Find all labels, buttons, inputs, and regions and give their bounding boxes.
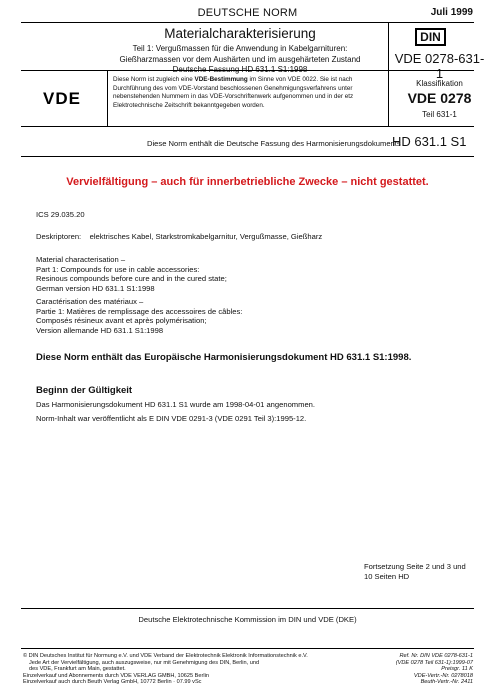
continuation-note: [364, 562, 474, 582]
validity-line: Norm-Inhalt war veröffentlicht als E DIN VDE 0291-3 (VDE 0291 Teil 3):1995-12.: [36, 414, 307, 423]
footer-line: © DIN Deutsches Institut für Normung e.V. und VDE Verband der Elektrotechnik Elektronik Informationstechnik e.V.: [23, 653, 308, 659]
english-line: Resinous compounds before cure and in the cured state;: [36, 274, 227, 284]
french-line: Version allemande HD 631.1 S1:1998: [36, 325, 164, 335]
reference-footer: [396, 653, 473, 686]
header-rule: [21, 22, 474, 23]
vde-note-post: im Sinne von VDE 0022. Sie ist nach Durchführung des vom VDE-Vorstand beschlossenen Genehmigungsverfahrens unter nebenstehenden Nummern in das VDE-Vorschriftenwerk aufgenommen und in der etz Elektrotechnische Zeitschrift bekanntgegeben worden.: [113, 76, 354, 109]
english-title-block: [36, 255, 227, 293]
footer-line: Einzelverkauf auch durch Beuth Verlag GmbH, 10772 Berlin · 07.99 vSc: [23, 679, 202, 685]
english-line: German version HD 631.1 S1:1998: [36, 283, 155, 293]
harmonisation-text: Diese Norm enthält die Deutsche Fassung des Harmonisierungsdokuments: [147, 139, 401, 148]
commission-top-rule: [21, 608, 474, 609]
ics-code: ICS 29.035.20: [36, 210, 85, 219]
publication-date: Juli 1999: [430, 7, 473, 18]
subtitle-line: Teil 1: Vergußmassen für die Anwendung in Kabelgarnituren:: [132, 44, 348, 53]
vde-number: VDE 0278-631-1: [394, 51, 485, 81]
french-line: Composés résineux avant et après polymérisation;: [36, 316, 207, 326]
english-line: Material characterisation –: [36, 255, 126, 264]
norm-type-header: DEUTSCHE NORM: [197, 7, 298, 19]
footer-ref-line: Beuth-Vertr.-Nr. 2411: [420, 679, 473, 685]
footer-rule: [21, 648, 474, 649]
english-line: Part 1: Compounds for use in cable accessories:: [36, 264, 200, 274]
footer-ref-line: Preisgr. 11 K: [441, 666, 473, 672]
klassifikation-number: VDE 0278: [407, 90, 472, 106]
footer-ref-line: (VDE 0278 Teil 631-1):1999-07: [395, 659, 473, 666]
logo-divider: [107, 70, 108, 126]
block-rule: [21, 126, 474, 127]
validity-line: Das Harmonisierungsdokument HD 631.1 S1 wurde am 1998-04-01 angenommen.: [36, 400, 316, 409]
eu-statement: Diese Norm enthält das Europäische Harmonisierungsdokument HD 631.1 S1:1998.: [36, 352, 412, 363]
vde-logo-text: VDE: [43, 90, 81, 106]
vde-note: [113, 76, 388, 110]
footer-ref-line: Ref. Nr. DIN VDE 0278-631-1: [399, 653, 473, 659]
vde-logo: [36, 90, 88, 106]
document-title: Materialcharakterisierung: [164, 26, 316, 41]
deskriptoren: Deskriptoren: elektrisches Kabel, Starkstromkabelgarnitur, Vergußmasse, Gießharz: [36, 232, 323, 241]
copyright-footer: [23, 653, 373, 686]
vde-note-bold: VDE-Bestimmung: [194, 76, 248, 83]
validity-heading: Beginn der Gültigkeit: [36, 385, 133, 396]
din-logo: DIN: [415, 28, 446, 46]
vde-note-pre: Diese Norm ist zugleich eine: [113, 76, 195, 83]
footer-line: Jede Art der Vervielfältigung, auch auszugsweise, nur mit Genehmigung des DIN, Berlin, und: [29, 659, 260, 666]
footer-ref-line: VDE-Vertr.-Nr. 0278018: [413, 672, 473, 679]
copy-warning: Vervielfältigung – auch für innerbetriebliche Zwecke – nicht gestattet.: [66, 176, 429, 188]
commission-name: Deutsche Elektrotechnische Kommission im DIN und VDE (DKE): [138, 615, 357, 624]
french-line: Caractérisation des matériaux –: [36, 297, 144, 306]
french-title-block: [36, 297, 242, 335]
harmonisation-code: HD 631.1 S1: [392, 134, 467, 149]
french-line: Partie 1: Matières de remplissage des accessoires de câbles:: [36, 306, 243, 316]
subtitle-line: Gießharzmassen vor dem Aushärten und im ausgehärteten Zustand: [119, 54, 361, 64]
klassifikation-part: Teil 631-1: [422, 110, 457, 119]
footer-line: des VDE, Frankfurt am Main, gestattet.: [29, 666, 126, 672]
continuation-line: 10 Seiten HD: [364, 572, 410, 581]
continuation-line: Fortsetzung Seite 2 und 3 und: [364, 562, 466, 571]
right-column-divider: [388, 22, 389, 126]
subtitle-line: Deutsche Fassung HD 631.1 S1:1998: [172, 65, 308, 74]
klassifikation-label: Klassifikation: [416, 79, 463, 88]
title-rule: [21, 70, 474, 71]
section-rule: [21, 156, 474, 157]
footer-line: Einzelverkauf und Abonnements durch VDE VERLAG GMBH, 10625 Berlin: [23, 672, 209, 679]
